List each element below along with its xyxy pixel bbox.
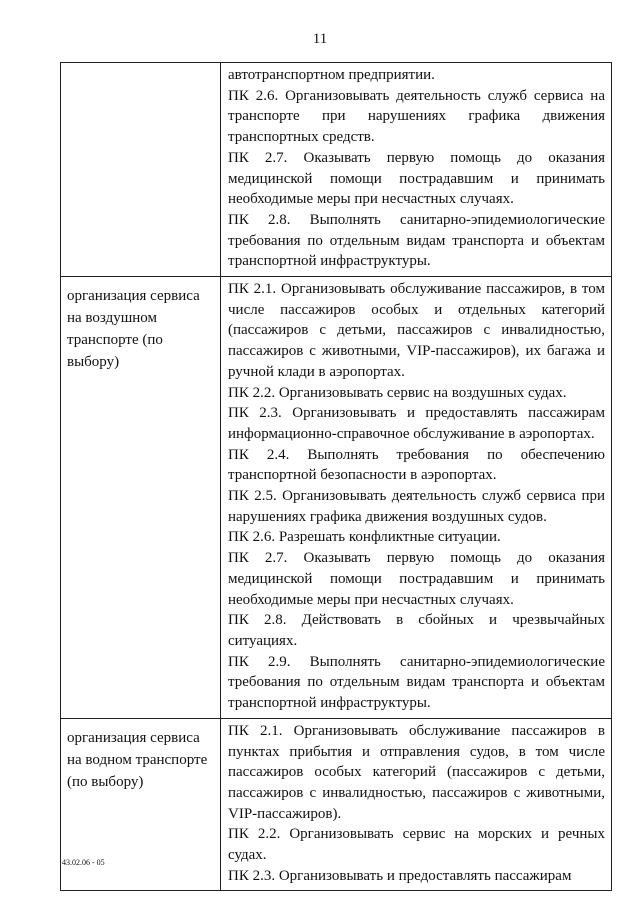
document-code: 43.02.06 - 05 xyxy=(62,858,105,867)
competency-table xyxy=(60,62,612,891)
table-row xyxy=(61,63,612,277)
competency-item: ПК 2.7. Оказывать первую помощь до оказания медицинской помощи пострадавшим и принимать необходимые меры при несчастных случаях. xyxy=(228,149,605,208)
competency-item: ПК 2.8. Выполнять санитарно-эпидемиологические требования по отдельным видам транспорта и объектам транспортной инфраструктуры. xyxy=(228,211,605,270)
activity-label: организация сервиса на водном транспорте (по выбору) xyxy=(67,729,208,790)
competency-item: ПК 2.3. Организовывать и предоставлять пассажирам xyxy=(228,867,572,884)
table-row xyxy=(61,718,612,891)
competency-item: ПК 2.6. Разрешать конфликтные ситуации. xyxy=(228,529,501,546)
competency-item: ПК 2.7. Оказывать первую помощь до оказания медицинской помощи пострадавшим и принимать необходимые меры при несчастных случаях. xyxy=(228,550,605,608)
competency-item: автотранспортном предприятии. xyxy=(228,67,435,83)
table-row xyxy=(61,277,612,719)
competency-item: ПК 2.1. Организовывать обслуживание пассажиров в пунктах прибытия и отправления судов, в том числе пассажиров особых категорий (пассажиров с детьми, пассажиров с инвалидностью, пассажиров с животными, VIP-пассажиров). xyxy=(228,722,605,822)
competency-item: ПК 2.3. Организовывать и предоставлять пассажирам информационно-справочное обслуживание в аэропортах. xyxy=(228,405,605,442)
competency-item: ПК 2.6. Организовывать деятельность служб сервиса на транспорте при нарушениях графика движения транспортных средств. xyxy=(228,87,605,146)
activity-cell xyxy=(61,63,221,277)
competency-item: ПК 2.2. Организовывать сервис на воздушных судах. xyxy=(228,384,567,401)
activity-label: организация сервиса на воздушном транспорте (по выбору) xyxy=(67,288,200,371)
competency-item: ПК 2.8. Действовать в сбойных и чрезвычайных ситуациях. xyxy=(228,612,605,649)
competencies-cell xyxy=(221,718,612,891)
competency-item: ПК 2.5. Организовывать деятельность служб сервиса при нарушениях графика движения воздушных судов. xyxy=(228,488,605,525)
competency-item: ПК 2.1. Организовывать обслуживание пассажиров, в том числе пассажиров особых и отдельных категорий (пассажиров с детьми, пассажиров с инвалидностью, пассажиров с животными, VIP-пассажиров), их багажа и ручной клади в аэропортах. xyxy=(228,281,605,380)
competency-item: ПК 2.4. Выполнять требования по обеспечению транспортной безопасности в аэропортах. xyxy=(228,446,605,484)
competencies-cell xyxy=(221,63,612,277)
page-number: 11 xyxy=(312,31,328,47)
competency-item: ПК 2.9. Выполнять санитарно-эпидемиологические требования по отдельным видам транспорта и объектам транспортной инфраструктуры. xyxy=(228,653,605,712)
competency-item: ПК 2.2. Организовывать сервис на морских и речных судах. xyxy=(228,826,605,864)
competencies-cell xyxy=(221,277,612,719)
activity-cell xyxy=(61,277,221,719)
